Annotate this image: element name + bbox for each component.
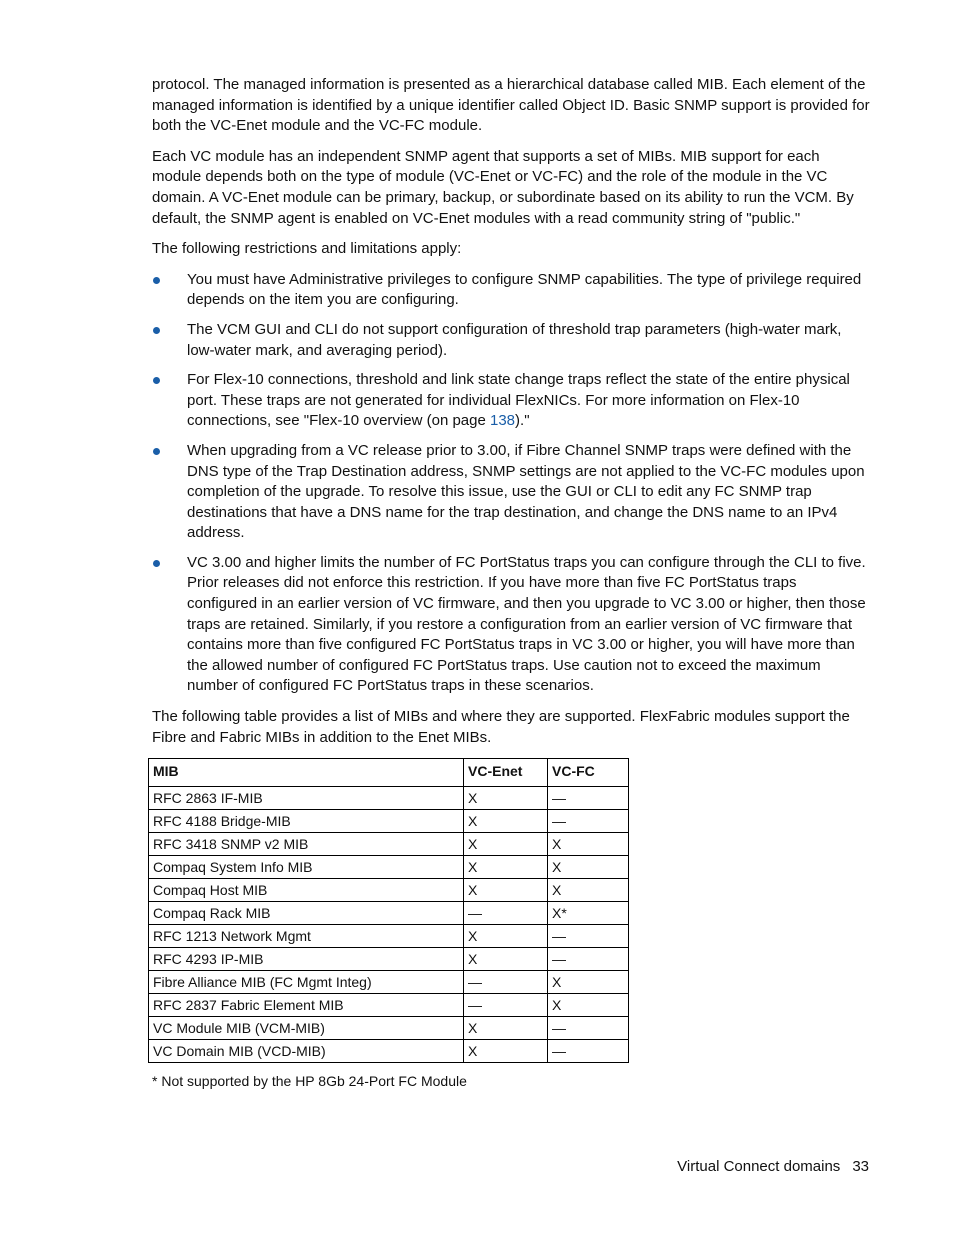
list-item	[152, 441, 870, 544]
mib-name-cell: RFC 2863 IF-MIB	[149, 787, 464, 810]
vc-fc-cell: X	[548, 879, 629, 902]
vc-fc-cell: —	[548, 925, 629, 948]
column-header-mib: MIB	[149, 759, 464, 787]
table-row	[149, 902, 629, 925]
page-footer	[677, 1158, 869, 1175]
mib-name-cell: Fibre Alliance MIB (FC Mgmt Integ)	[149, 971, 464, 994]
table-row	[149, 1040, 629, 1063]
table-row	[149, 833, 629, 856]
table-footnote: * Not supported by the HP 8Gb 24-Port FC Module	[152, 1073, 467, 1090]
mib-name-cell: VC Module MIB (VCM-MIB)	[149, 1017, 464, 1040]
column-header-vc-enet: VC-Enet	[464, 759, 548, 787]
vc-enet-cell: X	[464, 925, 548, 948]
page-number: 33	[852, 1158, 869, 1175]
column-header-vc-fc: VC-FC	[548, 759, 629, 787]
list-item-text: The VCM GUI and CLI do not support configuration of threshold trap parameters (high-water mark, low-water mark, and averaging period).	[187, 320, 842, 359]
vc-enet-cell: X	[464, 787, 548, 810]
table-header-row	[149, 759, 629, 787]
table-row	[149, 810, 629, 833]
paragraph-table-intro: The following table provides a list of MIBs and where they are supported. FlexFabric modules support the Fibre and Fabric MIBs in addition to the Enet MIBs.	[152, 708, 850, 746]
page-138-link[interactable]: 138	[490, 412, 516, 430]
list-item-text: VC 3.00 and higher limits the number of FC PortStatus traps you can configure through the CLI to five. Prior releases did not enforce this restriction. If you have more than five FC PortStatus traps configured in an earlier version of VC firmware, and then you upgrade to VC 3.00 or higher, then those traps are retained. Similarly, if you restore a configuration from an earlier version of VC firmware that contains more than five configured FC PortStatus traps in VC 3.00 or higher, you will have more than the allowed number of configured FC PortStatus traps. Use caution not to exceed the maximum number of configured FC PortStatus traps in these scenarios.	[187, 553, 866, 695]
vc-enet-cell: X	[464, 833, 548, 856]
vc-fc-cell: —	[548, 787, 629, 810]
paragraph-snmp-intro: protocol. The managed information is presented as a hierarchical database called MIB. Each element of the managed information is identified by a unique identifier called Object ID. Basic SNMP support is provided for both the VC-Enet module and the VC-FC module.	[152, 76, 870, 135]
list-item-text: When upgrading from a VC release prior to 3.00, if Fibre Channel SNMP traps were defined with the DNS type of the Trap Destination address, SNMP settings are not applied to the VC-FC modules upon completion of the upgrade. To resolve this issue, use the GUI or CLI to edit any FC SNMP trap destinations that have a DNS name for the trap destination, and change the DNS name to an IPv4 address.	[187, 441, 865, 542]
document-body	[152, 75, 870, 1092]
table-row	[149, 879, 629, 902]
bullet-icon	[153, 377, 160, 384]
vc-enet-cell: X	[464, 810, 548, 833]
vc-enet-cell: X	[464, 856, 548, 879]
vc-enet-cell: X	[464, 879, 548, 902]
vc-fc-cell: —	[548, 810, 629, 833]
list-item	[152, 553, 870, 697]
bullet-icon	[153, 448, 160, 455]
vc-enet-cell: —	[464, 971, 548, 994]
vc-enet-cell: —	[464, 994, 548, 1017]
list-item-text: You must have Administrative privileges to configure SNMP capabilities. The type of privilege required depends on the item you are configuring.	[187, 270, 862, 309]
vc-fc-cell: —	[548, 1017, 629, 1040]
list-item	[152, 270, 870, 311]
vc-fc-cell: X	[548, 994, 629, 1017]
vc-fc-cell: X	[548, 971, 629, 994]
mib-name-cell: RFC 1213 Network Mgmt	[149, 925, 464, 948]
paragraph-restrictions-intro: The following restrictions and limitations apply:	[152, 240, 462, 258]
vc-enet-cell: X	[464, 1017, 548, 1040]
table-row	[149, 994, 629, 1017]
restrictions-list	[152, 270, 870, 697]
vc-fc-cell: X	[548, 833, 629, 856]
table-row	[149, 1017, 629, 1040]
vc-fc-cell: X	[548, 856, 629, 879]
mib-name-cell: RFC 4293 IP-MIB	[149, 948, 464, 971]
table-row	[149, 787, 629, 810]
list-item-text-tail: )."	[515, 412, 530, 430]
bullet-icon	[153, 277, 160, 284]
table-row	[149, 971, 629, 994]
table-row	[149, 856, 629, 879]
paragraph-snmp-agent: Each VC module has an independent SNMP agent that supports a set of MIBs. MIB support for each module depends both on the type of module (VC-Enet or VC-FC) and the role of the module in the VC domain. A VC-Enet module can be primary, backup, or subordinate based on its ability to run the VCM. By default, the SNMP agent is enabled on VC-Enet modules with a read community string of "public."	[152, 147, 854, 227]
bullet-icon	[153, 327, 160, 334]
mib-name-cell: RFC 4188 Bridge-MIB	[149, 810, 464, 833]
vc-enet-cell: X	[464, 1040, 548, 1063]
list-item	[152, 370, 870, 432]
list-item-text: For Flex-10 connections, threshold and link state change traps reflect the state of the entire physical port. These traps are not generated for individual FlexNICs. For more information on Flex-10 connections, see "Flex-10 overview (on page	[187, 371, 850, 430]
vc-fc-cell: —	[548, 1040, 629, 1063]
vc-enet-cell: —	[464, 902, 548, 925]
list-item	[152, 320, 870, 361]
footer-section-title: Virtual Connect domains	[677, 1158, 841, 1175]
mib-name-cell: Compaq System Info MIB	[149, 856, 464, 879]
table-row	[149, 925, 629, 948]
mib-name-cell: Compaq Host MIB	[149, 879, 464, 902]
bullet-icon	[153, 560, 160, 567]
mib-name-cell: VC Domain MIB (VCD-MIB)	[149, 1040, 464, 1063]
mib-name-cell: RFC 2837 Fabric Element MIB	[149, 994, 464, 1017]
mib-support-table	[148, 758, 629, 1063]
table-row	[149, 948, 629, 971]
vc-fc-cell: —	[548, 948, 629, 971]
mib-name-cell: RFC 3418 SNMP v2 MIB	[149, 833, 464, 856]
mib-name-cell: Compaq Rack MIB	[149, 902, 464, 925]
vc-fc-cell: X*	[548, 902, 629, 925]
vc-enet-cell: X	[464, 948, 548, 971]
